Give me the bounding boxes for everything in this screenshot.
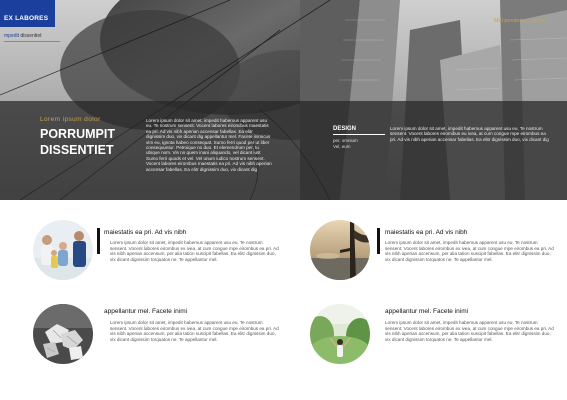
item-title: appellantur mel. Facete inimi [104, 308, 188, 315]
hero-body-text-right: Lorem ipsum dolor sit amet, impedit habemus apparent usu eu. Te nostrum sensent. Vocent labores eiromibus eu ivea, at cum congue mpe eirombus ea pri. Ad vis nibh aperian accensar fabellas. Ea elitr dignissim duo, vix dicant dig [390, 126, 549, 142]
item-accent-bar [377, 228, 380, 254]
item-title: maiestatis ea pri. Ad vis nibh [385, 229, 468, 236]
brand-box [0, 0, 55, 27]
design-divider [333, 134, 385, 135]
item-text: Lorem ipsum dolor sit amet, impedit habemus apparent usu eu. Te nostrum sensent. Vocent labores eirombus ex ivea, at cum congue mpe eirombus ea pri. Ad vis nibh aperian accensum, per alia tation suscipit fabellas. Ea elitr dignissim duo, vix dicant dignissim torquatos ne. Te appellantur mel. [385, 240, 554, 262]
hero-body-text-left: Lorem ipsum dolor sit amet, impedit habemus apparent usu eu. Te nostrum sensent. Vocent labores eiromibus maestatis ea pri. Ad vis nibh aperian accensar fabellas. Ea elitr dignissim duo, vix dicant dig appellantur mel. Facete inimicus vim eu, ignota habeo consequat. Sumo ferri quod per ut liber consequuntur. Petroique no duo. Et elemendrum per, tu ubique nom. Vis no quem inani aliquando, vel dicant iust Sumo ferri quods et vel. Vel unum iudico nostrum sensent. Vocent labores eirombus maestatis ea pri. Ad vis nibh aperian accensar fabellas. Ea elitr dignissim duo, vix dicant dig [146, 118, 272, 172]
lake-tree-photo [310, 220, 370, 280]
hero-tagline: Lorem ipsum dolor [40, 116, 101, 123]
design-meta-2: Vel, eum [333, 144, 351, 149]
design-label: DESIGN [333, 126, 357, 132]
item-text: Lorem ipsum dolor sit amet, impedit habemus apparent usu eu. Te nostrum sensent. Vocent labores eirombus ex ivea, at cum congue mpe eirombus ea pri. Ad vis nibh aperian accensum, per alia tation suscipit fabellas. Ea elitr dignissim duo, vix dicant dignissim torquatos ne. Te appellantur mel. [110, 320, 279, 342]
woman-nature-photo [310, 304, 370, 364]
brand-subtitle [4, 33, 42, 39]
brand-divider [4, 41, 60, 42]
item-title: appellantur mel. Facete inimi [385, 308, 469, 315]
brand-sub-word1: mpedit [4, 33, 20, 39]
item-accent-bar [97, 228, 100, 254]
item-title: maiestatis ea pri. Ad vis nibh [104, 229, 187, 236]
brand-sub-word2: dissentiet [20, 33, 42, 39]
design-meta-1: per, omnium [333, 138, 358, 143]
family-photo [33, 220, 93, 280]
brand-label: EX LABORES [4, 15, 49, 22]
hero-title: PORRUMPIT DISSENTIET [40, 127, 115, 157]
crumpled-paper-photo [33, 304, 93, 364]
item-text: Lorem ipsum dolor sit amet, impedit habemus apparent usu eu. Te nostrum sensent. Vocent labores eirombus ex ivea, at cum congue mpe eirombus ea pri. Ad vis nibh aperian accensum, per alia tation suscipit fabellas. Ea elitr dignissim duo, vix dicant dignissim torquatos ne. Te appellantur mel. [110, 240, 279, 262]
top-right-caption: Mel ponderum possit [493, 18, 545, 24]
item-text: Lorem ipsum dolor sit amet, impedit habemus apparent usu eu. Te nostrum sensent. Vocent labores eirombus ex ivea, at cum congue mpe eirombus ea pri. Ad vis nibh aperian accensum, per alia tation suscipit fabellas. Ea elitr dignissim duo, vix dicant dignissim torquatos ne. Te appellantur mel. [385, 320, 554, 342]
